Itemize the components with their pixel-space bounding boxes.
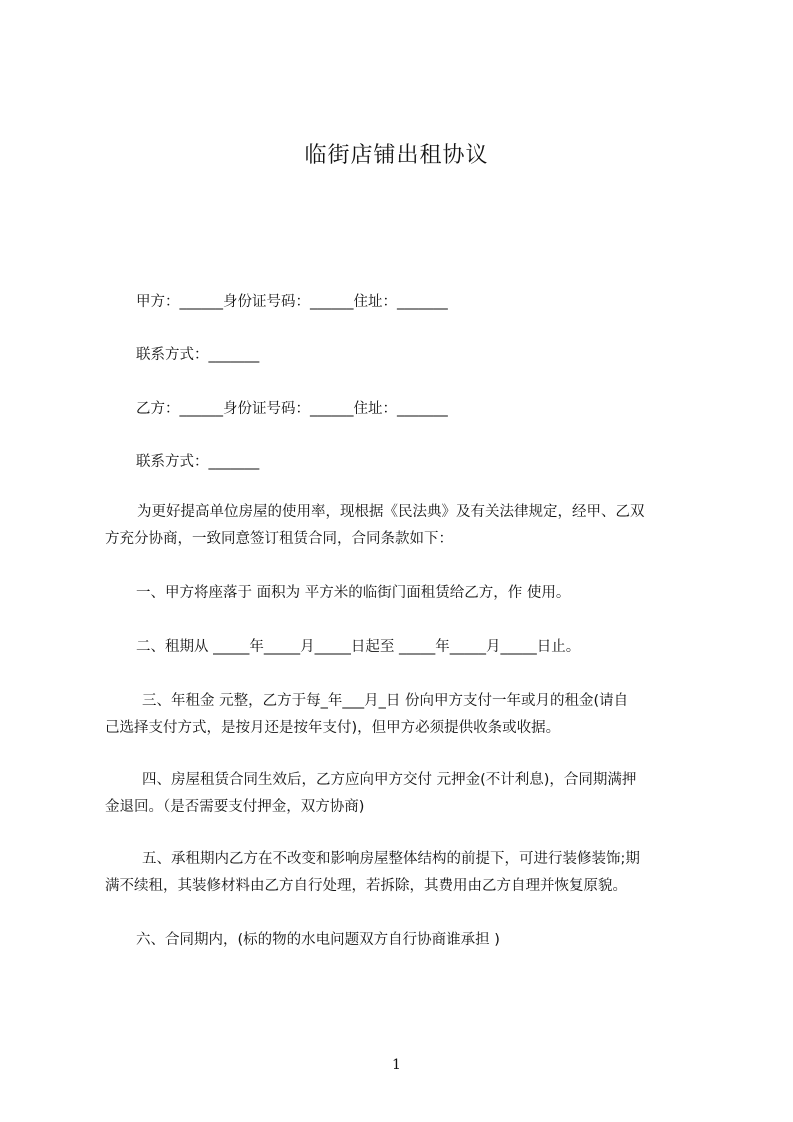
intro-paragraph	[105, 499, 705, 553]
party-b-line: 乙方：______身份证号码：______住址：_______	[136, 401, 448, 417]
clause-4	[105, 767, 705, 821]
clause-4-line-1: 四、房屋租赁合同生效后，乙方应向甲方交付 元押金(不计利息)，合同期满押	[142, 772, 637, 788]
clause-4-line-2: 金退回。（是否需要支付押金，双方协商)	[105, 799, 365, 815]
party-b-contact-line: 联系方式：_______	[136, 454, 260, 470]
clause-3	[105, 688, 705, 742]
party-a-contact-line: 联系方式：_______	[136, 347, 260, 363]
page-number: 1	[392, 1057, 401, 1073]
clause-5-line-2: 满不续租，其装修材料由乙方自行处理，若拆除，其费用由乙方自理并恢复原貌。	[105, 878, 627, 894]
intro-line-2: 方充分协商，一致同意签订租赁合同，合同条款如下：	[105, 531, 453, 547]
intro-line-1: 为更好提高单位房屋的使用率，现根据《民法典》及有关法律规定，经甲、乙双	[137, 504, 645, 520]
clause-2: 二、租期从 _____年_____月_____日起至 _____年_____月_____日止。	[136, 639, 581, 655]
clause-5	[105, 846, 705, 900]
clause-3-line-1: 三、年租金 元整，乙方于每_年___月_日 份向甲方支付一年或月的租金(请自	[142, 693, 629, 709]
clause-1: 一、甲方将座落于 面积为 平方米的临街门面租赁给乙方，作 使用。	[136, 585, 571, 601]
party-a-line: 甲方：______身份证号码：______住址：_______	[136, 294, 448, 310]
clause-6: 六、合同期内，(标的物的水电问题双方自行协商谁承担 )	[136, 932, 500, 948]
document-title: 临街店铺出租协议	[304, 143, 489, 168]
clause-5-line-1: 五、承租期内乙方在不改变和影响房屋整体结构的前提下，可进行装修装饰;期	[142, 851, 640, 867]
clause-3-line-2: 己选择支付方式，是按月还是按年支付)，但甲方必须提供收条或收据。	[105, 720, 561, 736]
